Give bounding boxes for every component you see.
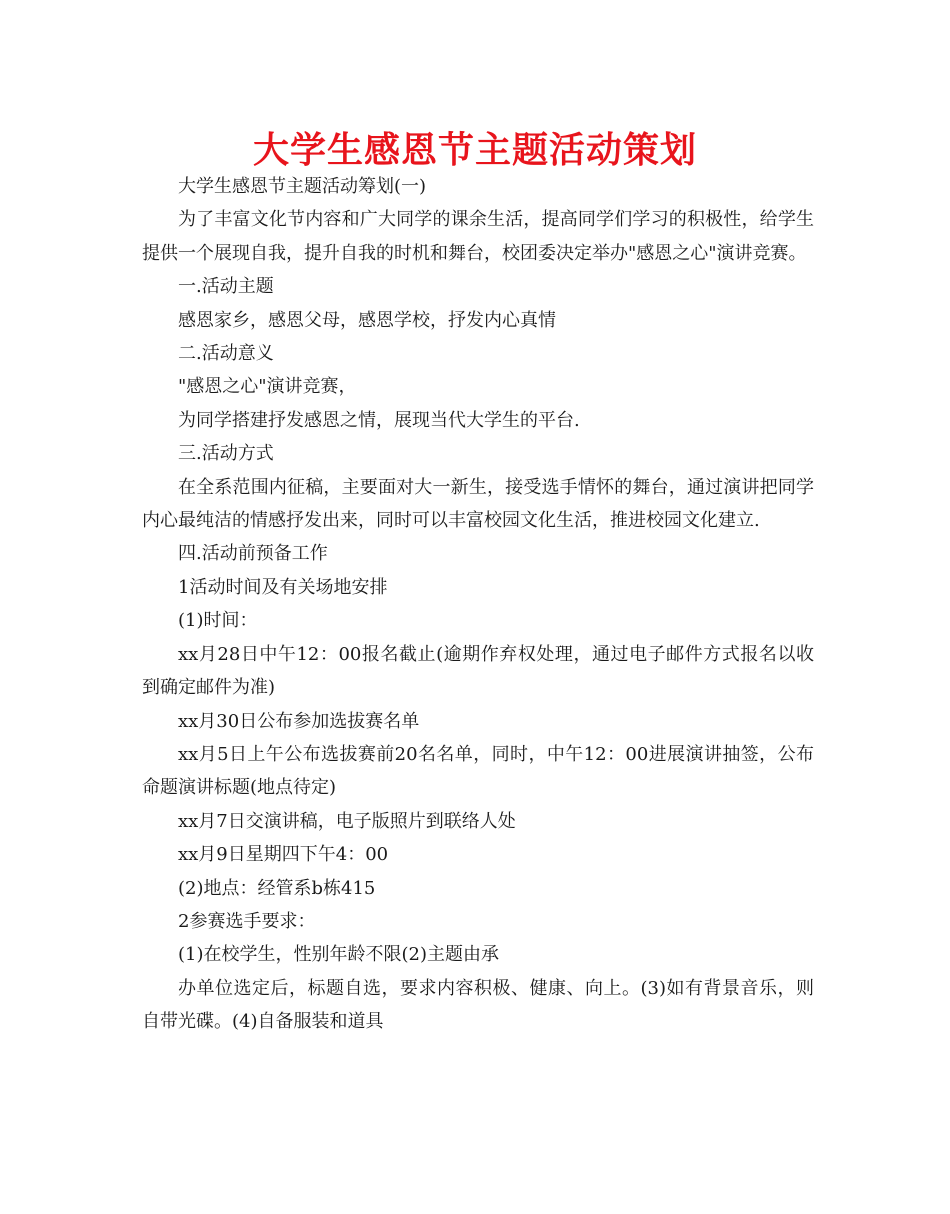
requirement-item: (1)在校学生，性别年龄不限(2)主题由承 [178,944,499,966]
section-heading-method: 三.活动方式 [178,443,274,465]
document-body [142,170,814,1039]
paragraph-significance-1: "感恩之心"演讲竞赛， [178,376,357,398]
schedule-item: xx月9日星期四下午4：00 [178,844,389,866]
subheading-schedule: 1活动时间及有关场地安排 [178,576,388,598]
section-heading-preparation: 四.活动前预备工作 [178,543,328,565]
document-title: 大学生感恩节主题活动策划 [252,130,697,171]
schedule-item: xx月30日公布参加选拔赛名单 [178,710,420,732]
paragraph-significance-2: 为同学搭建抒发感恩之情，展现当代大学生的平台. [178,409,580,431]
item-time-label: (1)时间： [178,610,258,632]
schedule-item: xx月7日交演讲稿，电子版照片到联络人处 [178,810,516,832]
schedule-item: xx月5日上午公布选拔赛前20名名单，同时，中午12：00进展演讲抽签，公布命题演讲标题(地点待定) [142,743,814,799]
paragraph-theme: 感恩家乡，感恩父母，感恩学校，抒发内心真情 [178,309,556,331]
section-heading-significance: 二.活动意义 [178,343,274,365]
paragraph-subtitle: 大学生感恩节主题活动筹划(一) [178,176,427,197]
requirement-item: 办单位选定后，标题自选，要求内容积极、健康、向上。(3)如有背景音乐，则自带光碟。(4)自备服装和道具 [142,977,814,1033]
subheading-requirements: 2参赛选手要求： [178,910,316,932]
paragraph-intro: 为了丰富文化节内容和广大同学的课余生活，提高同学们学习的积极性，给学生提供一个展现自我，提升自我的时机和舞台，校团委决定举办"感恩之心"演讲竞赛。 [142,209,814,264]
section-heading-theme: 一.活动主题 [178,276,274,298]
paragraph-method: 在全系范围内征稿，主要面对大一新生，接受选手情怀的舞台，通过演讲把同学内心最纯洁的情感抒发出来，同时可以丰富校园文化生活，推进校园文化建立. [142,476,814,532]
schedule-item: xx月28日中午12：00报名截止(逾期作弃权处理，通过电子邮件方式报名以收到确定邮件为准) [142,643,814,699]
item-location: (2)地点：经管系b栋415 [178,877,376,899]
